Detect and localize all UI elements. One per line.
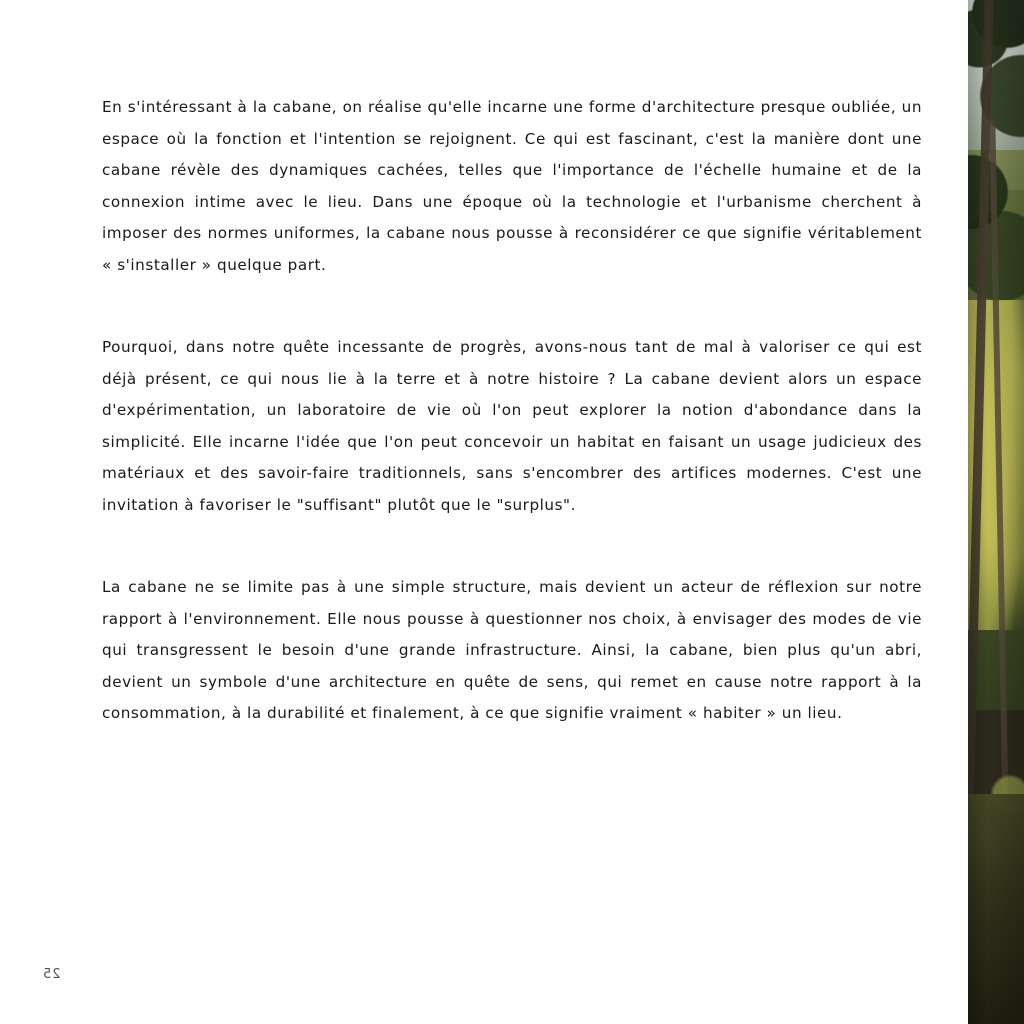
page-number: 25 [42,967,61,982]
photo-vignette [968,0,1024,1024]
body-text-column [102,92,922,730]
paragraph-1: En s'intéressant à la cabane, on réalise qu'elle incarne une forme d'architecture presque oubliée, un espace où la fonction et l'intention se rejoignent. Ce qui est fascinant, c'est la manière dont une cabane révèle des dynamiques cachées, telles que l'importance de l'échelle humaine et de la connexion intime avec le lieu. Dans une époque où la technologie et l'urbanisme cherchent à imposer des normes uniformes, la cabane nous pousse à reconsidérer ce que signifie véritablement « s'installer » quelque part. [102,98,922,274]
forest-photo-strip [968,0,1024,1024]
paragraph-3: La cabane ne se limite pas à une simple structure, mais devient un acteur de réflexion sur notre rapport à l'environnement. Elle nous pousse à questionner nos choix, à envisager des modes de vie qui transgressent le besoin d'une grande infrastructure. Ainsi, la cabane, bien plus qu'un abri, devient un symbole d'une architecture en quête de sens, qui remet en cause notre rapport à la consommation, à la durabilité et finalement, à ce que signifie vraiment « habiter » un lieu. [102,578,922,722]
paragraph-2: Pourquoi, dans notre quête incessante de progrès, avons-nous tant de mal à valoriser ce qui est déjà présent, ce qui nous lie à la terre et à notre histoire ? La cabane devient alors un espace d'expérimentation, un laboratoire de vie où l'on peut explorer la notion d'abondance dans la simplicité. Elle incarne l'idée que l'on peut concevoir un habitat en faisant un usage judicieux des matériaux et des savoir-faire traditionnels, sans s'encombrer des artifices modernes. C'est une invitation à favoriser le "suffisant" plutôt que le "surplus". [102,338,922,514]
